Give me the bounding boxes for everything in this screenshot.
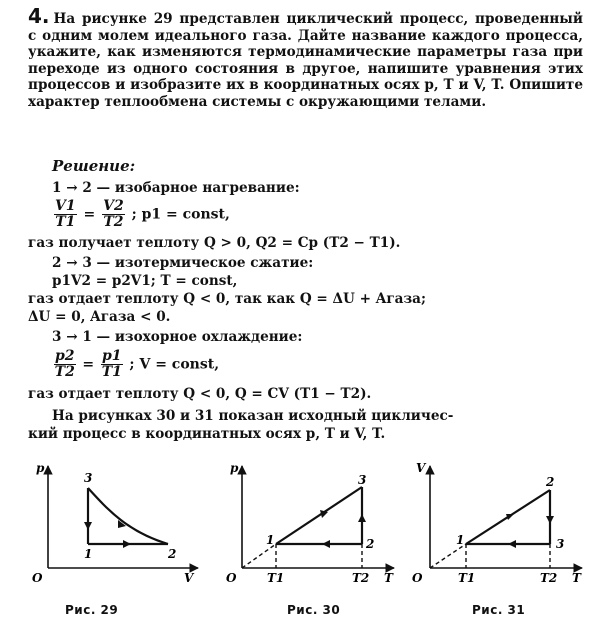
figure-31 <box>410 460 585 594</box>
point-label: 1 <box>456 533 465 547</box>
x-axis-label: T <box>384 571 393 585</box>
arrow-icon <box>506 514 514 520</box>
arrow-icon <box>508 540 516 548</box>
tick-label: T1 <box>458 571 476 585</box>
step2-heat: газ отдает теплоту Q < 0, так как Q = ΔU + Aгаза; <box>28 291 426 307</box>
step2-title: 2 → 3 — изотермическое сжатие: <box>52 255 314 271</box>
problem-number: 4. <box>28 4 50 28</box>
arrow-icon <box>84 522 92 530</box>
origin-label: O <box>32 571 43 585</box>
figure-30-caption: Рис. 30 <box>287 603 341 617</box>
arrow-icon <box>546 516 554 524</box>
step1-title: 1 → 2 — изобарное нагревание: <box>52 180 300 196</box>
arrow-icon <box>322 540 330 548</box>
point-label: 1 <box>84 547 93 561</box>
y-axis-label: V <box>416 461 426 475</box>
fraction-denominator: T2 <box>103 214 124 230</box>
step3-equation: $\frac{p2}{T2}$ = $\frac{p1}{T1}$ ; V = const, <box>54 348 220 380</box>
fraction-denominator: T1 <box>101 364 122 380</box>
x-axis-label: T <box>572 571 581 585</box>
point-label: 2 <box>168 547 177 561</box>
step3-title: 3 → 1 — изохорное охлаждение: <box>52 329 303 345</box>
tick-label: T1 <box>267 571 285 585</box>
y-axis-label: p <box>36 461 45 475</box>
closing-line-2: кий процесс в координатных осях p, T и V, T. <box>28 426 386 442</box>
figure-29-caption: Рис. 29 <box>65 603 119 617</box>
equation-tail: ; p1 = const, <box>131 206 230 223</box>
figure-29-graph <box>28 460 203 590</box>
arrow-icon <box>358 514 366 522</box>
problem-text: На рисунке 29 представлен циклический процесс, проведенный с одним молем идеального газа. Дайте название каждого процесса, укажите, как изменяются термодинамические параметры газа при переходе из одного состояния в другое, напишите уравнения этих процессов и изобразите их в координатных осях p, T и V, T. Опишите характер теплообмена системы с окружающими телами. <box>28 11 583 110</box>
figure-30 <box>222 460 397 594</box>
extension-line <box>242 544 276 568</box>
figure-31-caption: Рис. 31 <box>472 603 526 617</box>
step2-equation: p1V2 = p2V1; T = const, <box>52 273 238 289</box>
step1-heat: газ получает теплоту Q > 0, Q2 = Cp (T2 − T1). <box>28 235 401 251</box>
point-label: 3 <box>556 537 565 551</box>
isochore-line <box>276 487 362 544</box>
fraction-denominator: T2 <box>54 364 75 380</box>
step1-equation: $\frac{V1}{T1}$ = $\frac{V2}{T2}$ ; p1 = const, <box>55 198 230 230</box>
problem-statement <box>28 4 583 111</box>
fraction-denominator: T1 <box>55 214 76 230</box>
equation-tail: ; V = const, <box>129 356 220 373</box>
arrow-icon <box>123 540 131 548</box>
step2-heat-2: ΔU = 0, Aгаза < 0. <box>28 309 171 325</box>
solution-heading: Решение: <box>52 157 136 175</box>
origin-label: O <box>226 571 237 585</box>
y-axis-label: p <box>230 461 239 475</box>
fraction-numerator: V2 <box>103 198 124 214</box>
point-label: 1 <box>266 533 275 547</box>
point-label: 3 <box>358 473 367 487</box>
tick-label: T2 <box>352 571 370 585</box>
figure-31-graph <box>410 460 585 590</box>
x-axis-label: V <box>184 571 194 585</box>
extension-line <box>430 544 466 568</box>
fraction-numerator: V1 <box>55 198 76 214</box>
point-label: 2 <box>366 537 375 551</box>
origin-label: O <box>412 571 423 585</box>
fraction-numerator: p2 <box>55 348 75 364</box>
step3-heat: газ отдает теплоту Q < 0, Q = CV (T1 − T2). <box>28 386 372 402</box>
isotherm-curve <box>88 488 168 544</box>
figure-29 <box>28 460 203 594</box>
fraction-numerator: p1 <box>102 348 122 364</box>
point-label: 3 <box>84 471 93 485</box>
tick-label: T2 <box>540 571 558 585</box>
point-label: 2 <box>546 475 555 489</box>
closing-line-1: На рисунках 30 и 31 показан исходный цикличес- <box>52 408 454 424</box>
figure-30-graph <box>222 460 397 590</box>
